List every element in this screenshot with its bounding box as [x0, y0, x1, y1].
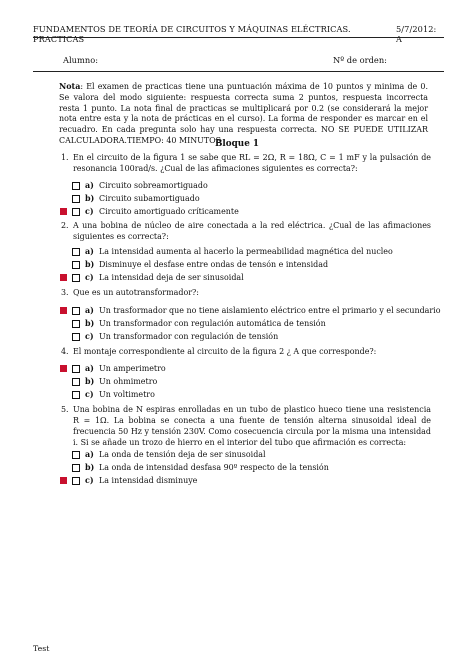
- answer-marker: [60, 451, 67, 458]
- page-header: [33, 24, 444, 44]
- option-text: Un transformador con regulación de tensión: [99, 332, 279, 341]
- header-rule: [33, 37, 444, 38]
- footer-label: Test: [33, 644, 50, 653]
- option-3c[interactable]: [60, 331, 278, 342]
- option-text: Circuito amortiguado críticamente: [99, 207, 239, 216]
- answer-marker: [60, 365, 67, 372]
- option-4c[interactable]: [60, 389, 155, 400]
- option-text: Un amperimetro: [99, 364, 166, 373]
- student-rule: [33, 71, 444, 72]
- option-1b[interactable]: [60, 193, 200, 204]
- option-3b[interactable]: [60, 318, 326, 329]
- question-text: Que es un autotransformador?:: [73, 288, 199, 297]
- option-5a[interactable]: [60, 449, 266, 460]
- question-number: 5.: [61, 405, 69, 414]
- checkbox[interactable]: [72, 182, 80, 190]
- checkbox[interactable]: [72, 248, 80, 256]
- question-1: [59, 153, 431, 175]
- question-text: A una bobina de núcleo de aire conectada a la red eléctrica. ¿Cual de las afimaciones siguientes es correcta?:: [73, 221, 431, 241]
- question-text: En el circuito de la figura 1 se sabe que RL = 2Ω, R = 18Ω, C = 1 mF y la pulsación de resonancia 100rad/s. ¿Cual de las afimaciones siguientes es correcta?:: [73, 153, 431, 173]
- option-letter: a): [85, 306, 94, 315]
- question-2: [59, 221, 431, 243]
- checkbox[interactable]: [72, 365, 80, 373]
- option-letter: b): [85, 194, 95, 203]
- option-letter: a): [85, 364, 94, 373]
- answer-marker: [60, 182, 67, 189]
- nota-text: : El examen de practicas tiene una puntuación máxima de 10 puntos y minima de 0. Se valora del modo siguiente: respuesta correcta suma 2 puntos, respuesta incorrecta resta 1 punto. La nota final de practicas se multiplicará por 0.2 (se considerará la mejor nota entre esta y la nota de prácticas en el curso). La forma de responder es marcar en el recuadro. En cada pregunta solo hay una respuesta correcta. NO SE PUEDE UTILIZAR CALCULADORA.TIEMPO: 40 MINUTOS: [59, 82, 428, 145]
- header-date: 5/7/2012: A: [395, 24, 437, 44]
- checkbox[interactable]: [72, 477, 80, 485]
- option-2a[interactable]: [60, 246, 393, 257]
- option-2b[interactable]: [60, 259, 328, 270]
- block-title: Bloque 1: [215, 139, 259, 149]
- option-text: Circuito sobreamortiguado: [99, 181, 208, 190]
- option-text: Disminuye el desfase entre ondas de tensón e intensidad: [99, 260, 329, 269]
- option-letter: c): [85, 390, 94, 399]
- answer-marker: [60, 248, 67, 255]
- option-1c[interactable]: [60, 206, 239, 217]
- option-letter: a): [85, 181, 94, 190]
- option-4a[interactable]: [60, 363, 166, 374]
- question-5: [59, 405, 431, 449]
- answer-marker: [60, 333, 67, 340]
- answer-marker: [60, 477, 67, 484]
- question-number: 1.: [61, 153, 69, 162]
- option-letter: b): [85, 463, 95, 472]
- checkbox[interactable]: [72, 320, 80, 328]
- option-4b[interactable]: [60, 376, 157, 387]
- option-letter: a): [85, 247, 94, 256]
- question-text: El montaje correspondiente al circuito de la figura 2 ¿ A que corresponde?:: [73, 347, 377, 356]
- question-3: [59, 288, 431, 299]
- checkbox[interactable]: [72, 378, 80, 386]
- checkbox[interactable]: [72, 333, 80, 341]
- question-number: 3.: [61, 288, 69, 297]
- option-letter: c): [85, 476, 94, 485]
- option-text: La intensidad aumenta al hacerlo la permeabilidad magnética del nucleo: [99, 247, 393, 256]
- option-text: La intensidad disminuye: [99, 476, 198, 485]
- nota-label: Nota: [59, 82, 81, 91]
- option-text: Un transformador con regulación automática de tensión: [99, 319, 326, 328]
- question-number: 4.: [61, 347, 69, 356]
- header-title: FUNDAMENTOS DE TEORÍA DE CIRCUITOS Y MÁQUINAS ELÉCTRICAS. PRACTICAS: [33, 24, 351, 44]
- option-text: La onda de tensión deja de ser sinusoidal: [99, 450, 266, 459]
- option-letter: c): [85, 273, 94, 282]
- question-number: 2.: [61, 221, 69, 230]
- answer-marker: [60, 320, 67, 327]
- option-2c[interactable]: [60, 272, 244, 283]
- question-text: Una bobina de N espiras enrolladas en un tubo de plastico hueco tiene una resistencia R = 1Ω. La bobina se conecta a una fuente de tensión alterna sinusoidal ideal de frecuencia 50 Hz y tensión 230V. Como cosecuencia circula por la misma una intensidad i. Si se añade un trozo de hierro en el interior del tubo que afirmación es correcta:: [73, 405, 431, 447]
- answer-marker: [60, 195, 67, 202]
- answer-marker: [60, 261, 67, 268]
- alumno-label: Alumno:: [63, 55, 98, 65]
- checkbox[interactable]: [72, 391, 80, 399]
- option-5c[interactable]: [60, 475, 197, 486]
- option-letter: b): [85, 319, 95, 328]
- answer-marker: [60, 274, 67, 281]
- checkbox[interactable]: [72, 464, 80, 472]
- option-text: Un trasformador que no tiene aislamiento eléctrico entre el primario y el secundario: [99, 306, 441, 315]
- option-letter: b): [85, 260, 95, 269]
- answer-marker: [60, 208, 67, 215]
- option-text: La intensidad deja de ser sinusoidal: [99, 273, 244, 282]
- answer-marker: [60, 378, 67, 385]
- answer-marker: [60, 391, 67, 398]
- option-text: Un voltimetro: [99, 390, 155, 399]
- checkbox[interactable]: [72, 261, 80, 269]
- option-5b[interactable]: [60, 462, 329, 473]
- option-1a[interactable]: [60, 180, 208, 191]
- answer-marker: [60, 464, 67, 471]
- checkbox[interactable]: [72, 307, 80, 315]
- option-letter: a): [85, 450, 94, 459]
- option-text: Circuito subamortiguado: [99, 194, 200, 203]
- question-4: [59, 347, 431, 358]
- instructions-note: [59, 82, 428, 147]
- checkbox[interactable]: [72, 274, 80, 282]
- checkbox[interactable]: [72, 195, 80, 203]
- checkbox[interactable]: [72, 208, 80, 216]
- checkbox[interactable]: [72, 451, 80, 459]
- orden-label: Nº de orden:: [333, 55, 387, 65]
- option-3a[interactable]: [60, 305, 441, 316]
- option-letter: c): [85, 207, 94, 216]
- option-text: La onda de intensidad desfasa 90º respecto de la tensión: [99, 463, 329, 472]
- answer-marker: [60, 307, 67, 314]
- option-letter: b): [85, 377, 95, 386]
- option-letter: c): [85, 332, 94, 341]
- option-text: Un ohmimetro: [99, 377, 158, 386]
